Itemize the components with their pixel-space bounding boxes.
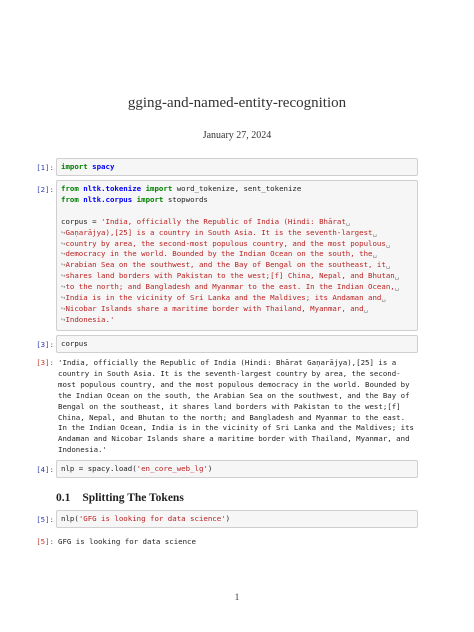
from-keyword: from <box>61 194 79 204</box>
corpus-string-line: India is in the vicinity of Sri Lanka and the Maldives; its Andaman and <box>65 293 382 303</box>
line-continuation-icon: ␣ <box>385 238 391 248</box>
from-keyword: from <box>61 184 79 193</box>
cell-3-code[interactable] <box>56 335 418 353</box>
section-heading <box>56 492 184 504</box>
line-continuation-icon: ␣ <box>394 282 400 292</box>
cell-5-output-prompt: [5]: <box>36 537 54 546</box>
line-continuation-icon: ␣ <box>363 303 369 313</box>
import-keyword: import <box>145 184 173 193</box>
line-continuation-arrow-icon: ↪ <box>61 249 66 259</box>
corpus-imports: stopwords <box>163 194 208 204</box>
document-title: gging-and-named-entity-recognition <box>127 95 347 111</box>
section-title: Splitting The Tokens <box>82 492 184 504</box>
output-line: most populous country, and the most populous democracy in the world. Bounded by <box>58 379 410 389</box>
line-continuation-arrow-icon: ↪ <box>61 314 66 324</box>
cell-1-code[interactable] <box>56 158 418 176</box>
cell-5-output: GFG is looking for data science <box>58 537 196 546</box>
corpus-string-line: Gaṇarājya),[25] is a country in South Asia. It is the seventh-largest <box>65 227 373 237</box>
corpus-string-line: Nicobar Islands share a maritime border with Thailand, Myanmar, and <box>65 303 364 313</box>
cell-5-text-string: 'GFG is looking for data science' <box>78 514 226 523</box>
line-continuation-arrow-icon: ↪ <box>61 227 66 237</box>
tokenize-module: nltk.tokenize <box>83 184 142 193</box>
corpus-string-line: Indonesia.' <box>65 314 115 324</box>
output-line: Andaman and Nicobar Islands share a maritime border with Thailand, Myanmar, and <box>58 434 410 444</box>
cell-4-code[interactable] <box>56 460 418 478</box>
output-line: Bengal on the southeast, it shares land borders with Pakistan to the west;[f] <box>58 401 401 411</box>
cell-4-code-prefix: nlp = spacy.load( <box>61 464 137 473</box>
output-line: Indonesia.' <box>58 445 107 455</box>
corpus-string-line: to the north; and Bangladesh and Myanmar to the east. In the Indian Ocean, <box>65 282 395 292</box>
line-continuation-icon: ␣ <box>372 227 377 237</box>
cell-1-module: spacy <box>92 162 115 171</box>
cell-3-code-text: corpus <box>61 339 88 348</box>
cell-3-output <box>58 358 418 456</box>
line-continuation-icon: ␣ <box>372 249 377 259</box>
output-line: China, Nepal, and Bhutan to the north; and Bangladesh and Myanmar to the east. <box>58 412 406 422</box>
document-date: January 27, 2024 <box>202 130 272 141</box>
cell-5-input-prompt: [5]: <box>36 515 54 524</box>
cell-5-code-prefix: nlp( <box>61 514 79 523</box>
corpus-string-line: democracy in the world. Bounded by the Indian Ocean on the south, the <box>65 249 373 259</box>
corpus-assignment: corpus = <box>61 216 102 226</box>
output-line: the Indian Ocean on the south, the Arabian Sea on the southwest, and the Bay of <box>58 390 410 400</box>
cell-5-code[interactable] <box>56 510 418 528</box>
line-continuation-icon: ␣ <box>385 260 391 270</box>
line-continuation-icon: ␣ <box>345 216 351 226</box>
line-continuation-arrow-icon: ↪ <box>61 238 66 248</box>
line-continuation-arrow-icon: ↪ <box>61 282 66 292</box>
output-line: 'India, officially the Republic of India (Hindi: Bhārat Gaṇarājya),[25] is a <box>58 358 397 367</box>
line-continuation-arrow-icon: ↪ <box>61 293 66 303</box>
cell-4-model-string: 'en_core_web_lg' <box>136 464 208 473</box>
import-keyword: import <box>136 194 164 204</box>
output-line: country in South Asia. It is the seventh-largest country by area, the second- <box>58 368 401 378</box>
line-continuation-arrow-icon: ↪ <box>61 271 66 281</box>
cell-1-input-prompt: [1]: <box>36 163 54 172</box>
section-number: 0.1 <box>56 492 71 504</box>
corpus-string-line: shares land borders with Pakistan to the west;[f] China, Nepal, and Bhutan <box>65 271 395 281</box>
line-continuation-arrow-icon: ↪ <box>61 260 66 270</box>
line-continuation-arrow-icon: ↪ <box>61 303 66 313</box>
tokenize-imports: word_tokenize, sent_tokenize <box>172 184 302 193</box>
line-continuation-icon: ␣ <box>394 271 400 281</box>
corpus-module: nltk.corpus <box>83 194 133 204</box>
corpus-string-line: country by area, the second-most populous country, and the most populous <box>65 238 386 248</box>
cell-2-code[interactable] <box>56 180 418 331</box>
cell-1-import-keyword: import <box>61 162 88 171</box>
cell-5-code-suffix: ) <box>225 514 231 523</box>
cell-2-input-prompt: [2]: <box>36 185 54 194</box>
corpus-string-line: 'India, officially the Republic of India (Hindi: Bhārat <box>101 216 346 226</box>
page-number: 1 <box>234 592 240 602</box>
output-line: In the Indian Ocean, India is in the vicinity of Sri Lanka and the Maldives; its <box>58 423 414 433</box>
cell-3-input-prompt: [3]: <box>36 340 54 349</box>
corpus-string-line: Arabian Sea on the southwest, and the Bay of Bengal on the southeast, it <box>65 260 386 270</box>
cell-4-code-suffix: ) <box>207 464 213 473</box>
cell-4-input-prompt: [4]: <box>36 465 54 474</box>
cell-3-output-prompt: [3]: <box>36 358 54 367</box>
line-continuation-icon: ␣ <box>381 293 386 303</box>
